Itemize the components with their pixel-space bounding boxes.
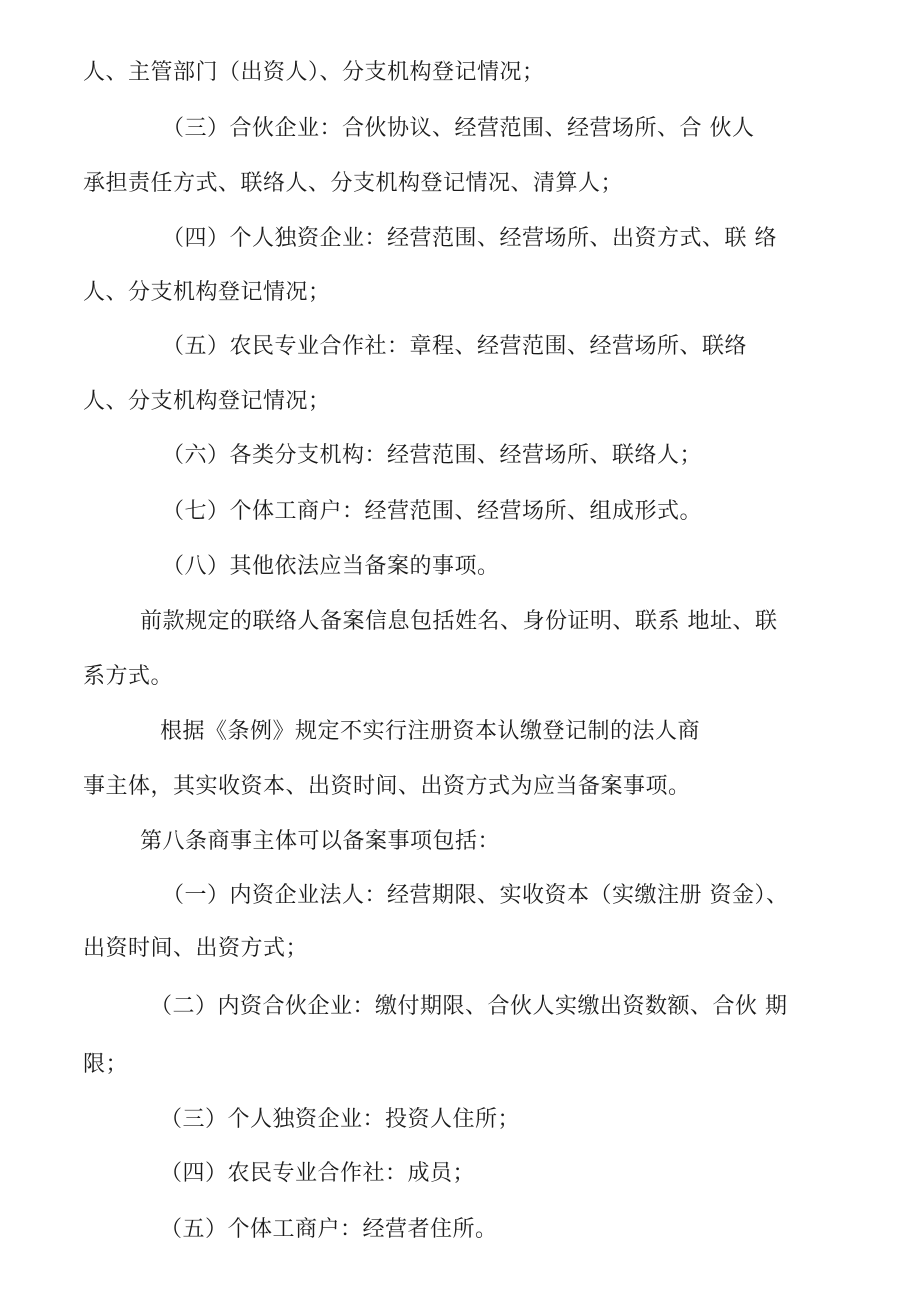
- text-line: （四）农民专业合作社：成员；: [160, 1161, 476, 1186]
- text-line: （四）个人独资企业：经营范围、经营场所、出资方式、联 络: [162, 226, 777, 251]
- text-line: 人、分支机构登记情况；: [83, 389, 331, 414]
- text-line: （八）其他依法应当备案的事项。: [162, 554, 500, 579]
- text-line: 人、主管部门（出资人）、分支机构登记情况；: [83, 60, 545, 85]
- text-line: 承担责任方式、联络人、分支机构登记情况、清算人；: [83, 171, 624, 196]
- text-line: 根据《条例》规定不实行注册资本认缴登记制的法人商: [160, 719, 701, 744]
- text-line: 系方式。: [83, 664, 174, 689]
- text-line: （七）个体工商户：经营范围、经营场所、组成形式。: [162, 499, 703, 524]
- text-line: 限；: [83, 1052, 129, 1077]
- text-line: （三）个人独资企业：投资人住所；: [160, 1107, 521, 1132]
- text-line: （六）各类分支机构：经营范围、经营场所、联络人；: [162, 443, 703, 468]
- text-line: 前款规定的联络人备案信息包括姓名、身份证明、联系 地址、联: [140, 609, 778, 634]
- text-line: 第八条商事主体可以备案事项包括：: [140, 829, 501, 854]
- text-line: （一）内资企业法人：经营期限、实收资本（实缴注册 资金）、: [162, 883, 789, 908]
- text-line: 事主体，其实收资本、出资时间、出资方式为应当备案事项。: [83, 774, 691, 799]
- text-line: （三）合伙企业：合伙协议、经营范围、经营场所、合 伙人: [162, 116, 755, 141]
- text-line: （二）内资合伙企业：缴付期限、合伙人实缴出资数额、合伙 期: [150, 994, 788, 1019]
- text-line: 人、分支机构登记情况；: [83, 280, 331, 305]
- text-line: （五）个体工商户：经营者住所。: [160, 1217, 498, 1242]
- text-line: 出资时间、出资方式；: [83, 936, 309, 961]
- text-line: （五）农民专业合作社：章程、经营范围、经营场所、联络: [162, 334, 748, 359]
